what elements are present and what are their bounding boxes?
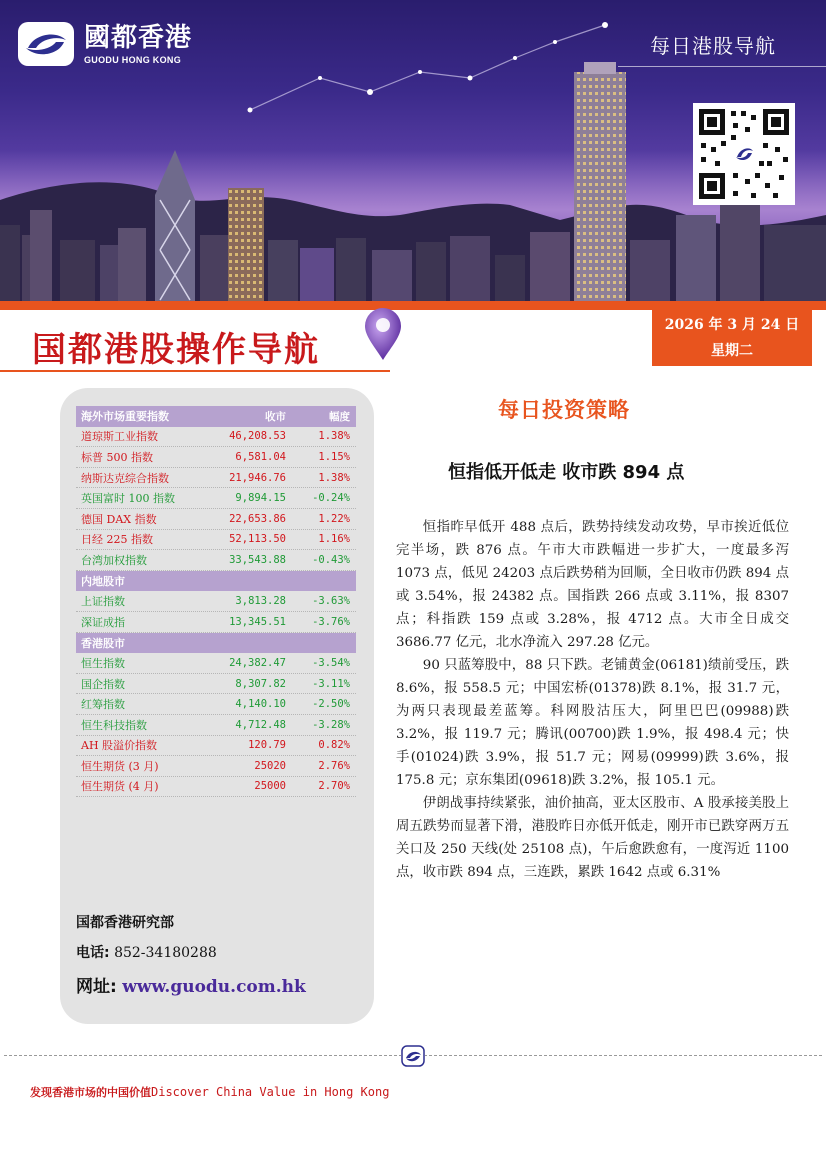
header-close: 收市: [265, 410, 286, 423]
header-banner: [0, 0, 826, 305]
title-underline: [0, 370, 390, 372]
report-date: 2026 年 3 月 24 日: [664, 317, 800, 333]
qr-code-icon: [693, 103, 795, 205]
location-pin-icon: [362, 306, 404, 362]
close-value: 25000: [254, 780, 286, 793]
index-name: 恒生期货 (4 月): [81, 780, 159, 794]
close-value: 52,113.50: [229, 533, 286, 546]
date-box: [652, 306, 812, 366]
phone-line: [76, 942, 306, 962]
table-row: [76, 653, 356, 674]
change-value: 2.76%: [318, 759, 350, 772]
phone-number: 852-34180288: [114, 945, 217, 961]
change-value: -0.43%: [312, 553, 350, 566]
close-value: 33,543.88: [229, 553, 286, 566]
article-body: [396, 516, 789, 884]
table-row: [76, 715, 356, 736]
website-label: 网址:: [76, 977, 117, 997]
index-name: 上证指数: [81, 595, 125, 609]
publication-name: 每日港股导航: [650, 34, 776, 58]
close-value: 6,581.04: [235, 450, 286, 463]
report-weekday: 星期二: [711, 343, 753, 359]
table-header-row: [76, 406, 356, 427]
table-row: [76, 612, 356, 633]
change-value: 1.15%: [318, 450, 350, 463]
index-name: AH 股溢价指数: [81, 739, 158, 753]
logo-chinese-name: 國都香港: [84, 23, 193, 53]
index-name: 红筹指数: [81, 698, 125, 712]
change-value: 2.70%: [318, 780, 350, 793]
section-heading: 每日投资策略: [498, 398, 630, 422]
logo-english-name: GUODU HONG KONG: [84, 55, 182, 65]
close-value: 46,208.53: [229, 430, 286, 443]
close-value: 22,653.86: [229, 512, 286, 525]
title-rule: [618, 66, 826, 67]
table-row: [76, 447, 356, 468]
close-value: 24,382.47: [229, 656, 286, 669]
change-value: -3.11%: [312, 677, 350, 690]
change-value: 1.38%: [318, 471, 350, 484]
close-value: 8,307.82: [235, 677, 286, 690]
table-row: [76, 488, 356, 509]
footer-logo-icon: [401, 1045, 425, 1067]
page-title: 国都港股操作导航: [32, 330, 320, 370]
index-name: 日经 225 指数: [81, 533, 153, 547]
change-value: -0.24%: [312, 492, 350, 505]
research-dept-name: 国都香港研究部: [76, 915, 174, 931]
slogan-chinese: 发现香港市场的中国价值: [30, 1086, 151, 1099]
table-row: [76, 550, 356, 571]
change-value: -3.28%: [312, 718, 350, 731]
company-logo: [16, 20, 192, 68]
index-name: 深证成指: [81, 615, 125, 629]
market-index-table: [76, 406, 356, 797]
index-name: 国企指数: [81, 677, 125, 691]
close-value: 21,946.76: [229, 471, 286, 484]
table-row: [76, 674, 356, 695]
change-value: 1.38%: [318, 430, 350, 443]
index-name: 恒生指数: [81, 656, 125, 670]
index-name: 德国 DAX 指数: [81, 512, 157, 526]
article-headline: 恒指低开低走 收市跌 894 点: [448, 462, 685, 483]
contact-block: [76, 912, 306, 997]
section-header-mainland: [76, 571, 356, 592]
index-name: 英国富时 100 指数: [81, 492, 175, 506]
index-name: 台湾加权指数: [81, 553, 147, 567]
index-name: 恒生期货 (3 月): [81, 759, 159, 773]
table-row: [76, 509, 356, 530]
change-value: 1.16%: [318, 533, 350, 546]
close-value: 3,813.28: [235, 595, 286, 608]
change-value: 0.82%: [318, 739, 350, 752]
website-link[interactable]: www.guodu.com.hk: [122, 977, 306, 997]
close-value: 13,345.51: [229, 615, 286, 628]
close-value: 25020: [254, 759, 286, 772]
change-value: -3.76%: [312, 615, 350, 628]
section-title: 香港股市: [81, 636, 125, 650]
index-name: 恒生科技指数: [81, 718, 147, 732]
website-line: [76, 972, 306, 997]
slogan-english: Discover China Value in Hong Kong: [151, 1085, 390, 1099]
change-value: -3.63%: [312, 595, 350, 608]
index-name: 道琼斯工业指数: [81, 430, 158, 444]
close-value: 4,712.48: [235, 718, 286, 731]
header-index-name: 海外市场重要指数: [81, 410, 169, 424]
phone-label: 电话:: [76, 945, 110, 961]
table-row: [76, 427, 356, 448]
table-row: [76, 530, 356, 551]
section-title: 内地股市: [81, 575, 125, 589]
table-row: [76, 468, 356, 489]
close-value: 9,894.15: [235, 492, 286, 505]
table-row: [76, 756, 356, 777]
table-row: [76, 694, 356, 715]
header-change: 幅度: [329, 410, 350, 423]
index-name: 标普 500 指数: [81, 450, 153, 464]
index-name: 纳斯达克综合指数: [81, 471, 169, 485]
table-row: [76, 736, 356, 757]
guodu-logo-icon: [16, 20, 76, 68]
table-row: [76, 591, 356, 612]
section-header-hk: [76, 633, 356, 654]
change-value: -2.50%: [312, 698, 350, 711]
close-value: 4,140.10: [235, 698, 286, 711]
footer-slogan: [30, 1084, 389, 1100]
close-value: 120.79: [248, 739, 286, 752]
change-value: -3.54%: [312, 656, 350, 669]
article-paragraph: 伊朗战事持续紧张，油价抽高，亚太区股市、A 股承接美股上周五跌势而显著下滑，港股昨日亦低开低走，刚开市已跌穿两万五关口及 250 天线(处 25108 点)，午后愈跌愈有，一度泻近 1100 点，收市跌 894 点，三连跌，累跌 1642 点或 6.31%: [396, 796, 789, 880]
table-row: [76, 777, 356, 798]
article-paragraph: 恒指昨早低开 488 点后，跌势持续发动攻势，早市挨近低位完半场，跌 876 点。午市大市跌幅进一步扩大，一度最多泻 1073 点，低见 24203 点后跌势稍为回顺，全日收市仍跌 894 点或 3.54%，报 24382 点。国指跌 266 点或 3.11%，报 8307 点；科指跌 159 点或 3.28%，报 4712 点。大市全日成交 3686.77 亿元，北水净流入 297.28 亿元。: [396, 520, 789, 650]
change-value: 1.22%: [318, 512, 350, 525]
article-paragraph: 90 只蓝筹股中，88 只下跌。老铺黄金(06181)绩前受压，跌 8.6%，报 558.5 元；中国宏桥(01378)跌 8.1%，报 31.7 元，为两只表现最差蓝筹。科网股沽压大，阿里巴巴(09988)跌 3.2%，报 119.7 元；腾讯(00700)跌 1.9%，报 498.4 元；快手(01024)跌 3.9%，报 51.7 元；网易(09999)跌 3.6%，报 175.8 元；京东集团(09618)跌 3.2%，报 105.1 元。: [396, 658, 789, 788]
